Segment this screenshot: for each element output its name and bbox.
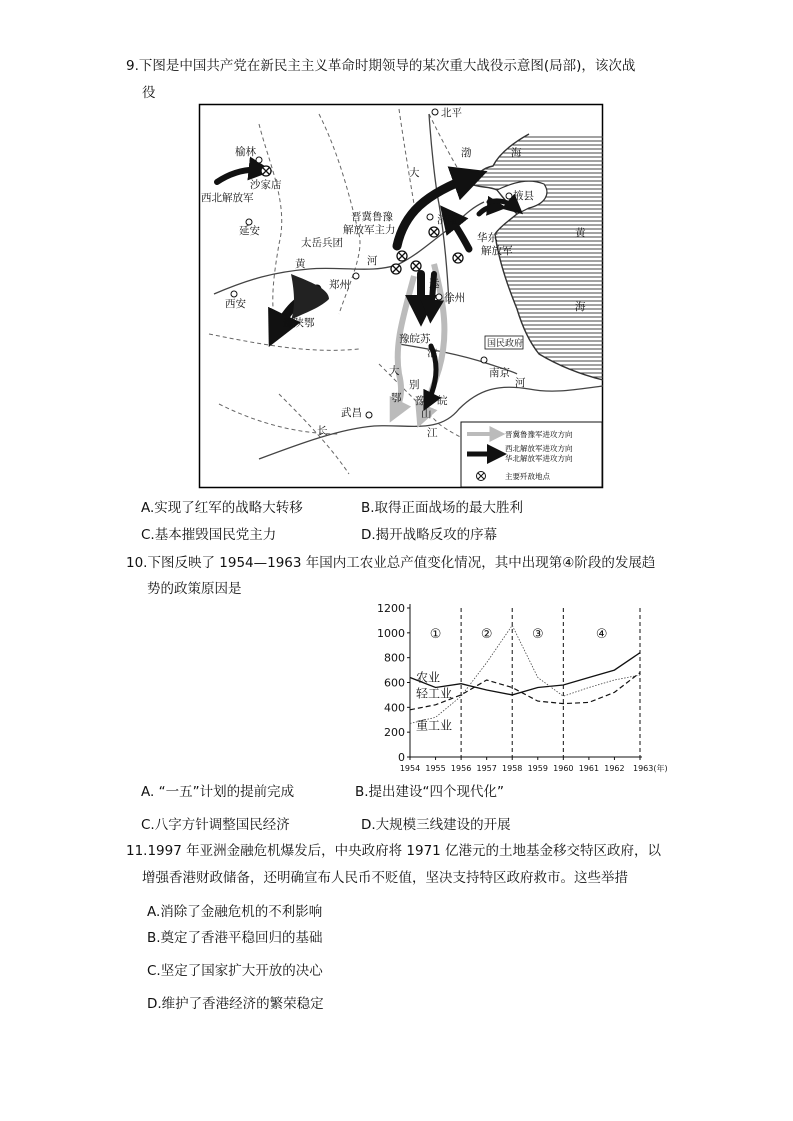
q10-option-d: D.大规模三线建设的开展 [361,817,511,833]
label-shan: 山 [421,408,432,420]
q10-option-b: B.提出建设“四个现代化” [355,784,505,800]
series-label: 重工业 [416,718,453,733]
phase-label: ③ [531,626,544,642]
q10-option-a: A. “一五”计划的提前完成 [141,784,295,800]
q11-option-a: A.消除了金融危机的不利影响 [147,904,323,920]
phase-label: ① [429,626,442,642]
y-tick-label: 1000 [377,626,405,640]
label-chang: 长 [317,425,328,437]
series-label: 轻工业 [416,686,453,701]
label-shajiadian: 沙家店 [250,179,282,191]
q9-option-a: A.实现了红军的战略大转移 [141,500,303,516]
phase-label: ④ [595,626,608,642]
label-bohai: 渤 [461,147,472,159]
phase-label: ② [480,626,493,642]
legend-jjly: 晋冀鲁豫军进攻方向 [505,430,573,439]
q11-option-c: C.坚定了国家扩大开放的决心 [147,963,323,979]
battle-map [199,104,603,488]
x-tick-label: 1955 [425,764,446,773]
q10-option-c: C.八字方针调整国民经济 [141,817,290,833]
label-yu: 豫 [415,395,426,407]
q9-option-b: B.取得正面战场的最大胜利 [361,500,524,516]
label-yanan: 延安 [239,225,260,237]
y-tick-label: 600 [384,676,405,690]
y-tick-label: 0 [398,751,405,764]
label-yushane: 豫陕鄂 [283,317,315,329]
q9-stem-line1: 9.下图是中国共产党在新民主主义革命时期领导的某次重大战役示意图(局部)，该次战 [126,58,636,74]
q9-option-d: D.揭开战略反攻的序幕 [361,527,498,543]
label-jiang: 江 [427,427,438,439]
x-tick-label: 1961 [578,764,600,773]
x-tick-label: 1956 [450,764,472,773]
label-northwest-army: 西北解放军 [201,192,254,204]
label-jjly-army-2: 解放军主力 [343,224,396,236]
label-bie: 别 [409,379,420,391]
q11-option-d: D.维护了香港经济的繁荣稳定 [147,996,324,1012]
label-wuchang: 武昌 [341,407,362,419]
label-e: 鄂 [391,392,402,404]
y-tick-label: 200 [384,726,405,740]
label-huang-sea: 黄 [575,227,586,239]
label-he-river: 河 [367,255,378,267]
x-tick-label: 1960 [553,764,574,773]
legend-enemy: 主要歼敌地点 [505,472,550,481]
x-tick-label: 1957 [476,764,497,773]
x-tick-label: 1958 [502,764,523,773]
label-hai: 海 [511,147,522,159]
y-tick-label: 800 [384,651,405,665]
map-legend [461,422,602,487]
label-he2: 河 [515,377,526,389]
q11-stem-line2: 增强香港财政储备，还明确宣布人民币不贬值，坚决支持特区政府救市。这些举措 [142,870,628,886]
q9-stem-line2: 役 [142,85,156,101]
label-east-army-1: 华东 [477,232,498,244]
label-beiping: 北平 [441,107,462,119]
label-taiyue: 太岳兵团 [301,237,343,249]
label-east-army-2: 解放军 [481,245,513,257]
label-zhengzhou: 郑州 [329,279,350,291]
q9-option-c: C.基本摧毁国民党主力 [141,527,277,543]
x-tick-label: 1962 [604,764,625,773]
label-nationalist-gov: 国民政府 [487,339,524,349]
label-da: 大 [409,167,420,179]
label-yulin: 榆林 [235,146,256,158]
label-huai: 淮 [427,347,438,359]
label-yuwansu: 豫皖苏 [399,333,431,345]
label-wan: 皖 [437,395,448,407]
q11-stem-line1: 11.1997 年亚洲金融危机爆发后，中央政府将 1971 亿港元的土地基金移交特区政府，以 [126,843,662,859]
label-nanjing: 南京 [489,367,510,379]
x-tick-label: 1954 [399,764,421,773]
label-jjly-army-1: 晋冀鲁豫 [351,211,393,223]
legend-enemy-icon [477,472,486,481]
x-tick-label: 1959 [527,764,548,773]
label-huang-river: 黄 [295,258,306,270]
label-yexian: 掖县 [513,190,534,202]
q10-stem-line2: 势的政策原因是 [147,581,242,597]
y-tick-label: 1200 [377,602,405,615]
label-xian: 西安 [225,298,246,310]
legend-nw-1: 西北解放军进攻方向 [505,444,573,453]
series-label: 农业 [416,670,441,685]
label-jinan: 济南 [437,214,458,226]
label-yun: 运 [429,278,440,290]
label-sea2: 海 [575,301,586,313]
label-da2: 大 [389,365,400,377]
y-tick-label: 400 [384,701,405,715]
q11-option-b: B.奠定了香港平稳回归的基础 [147,930,323,946]
output-value-chart [352,600,668,778]
x-tick-label: 1963(年) [633,764,668,773]
label-xuzhou: 徐州 [444,292,465,304]
legend-nw-2: 华北解放军进攻方向 [505,454,573,463]
q10-stem-line1: 10.下图反映了 1954—1963 年国内工农业总产值变化情况，其中出现第④阶段的发展趋 [126,555,656,571]
